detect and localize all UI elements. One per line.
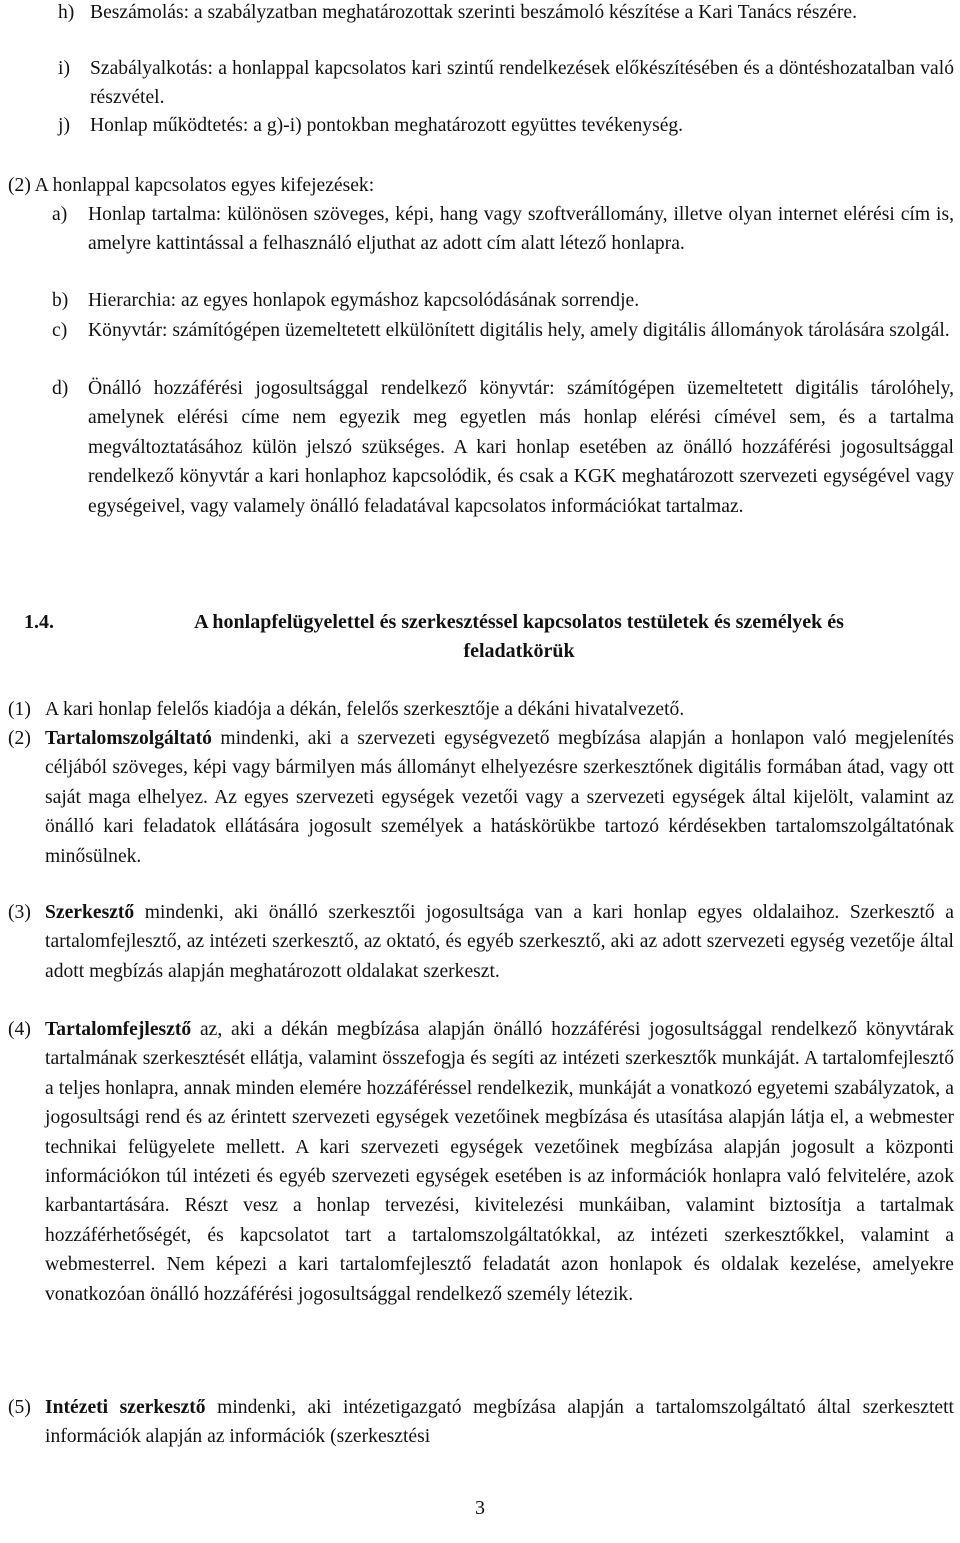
list-item-b [52, 286, 954, 315]
numbered-item-body [45, 695, 954, 724]
numbered-item-label: (5) [8, 1397, 31, 1418]
list-item-text: Honlap működtetés: a g)-i) pontokban meghatározott együttes tevékenység. [90, 115, 684, 136]
numbered-item-5 [8, 1393, 954, 1452]
list-item-text: Önálló hozzáférési jogosultsággal rendelkező könyvtár: számítógépen üzemeltetett digitális tárolóhely, amelynek elérési címe nem egyezik meg egyetlen más honlap elérési címével sem, és a tartalma megváltoztatásához külön jelszó szükséges. A kari honlap esetében az önálló hozzáférési jogosultsággal rendelkező könyvtár a kari honlaphoz kapcsolódik, és csak a KGK meghatározott szervezeti egységével vagy egységeivel, vagy valamely önálló feladatával kapcsolatos információkat tartalmaz. [88, 378, 954, 517]
numbered-item-3 [8, 898, 954, 986]
numbered-item-text: az, aki a dékán megbízása alapján önálló hozzáférési jogosultsággal rendelkező könyvtárak tartalmának szerkesztését ellátja, valamint összefogja és segíti az intézeti szerkesztők munkáját. A tartalomfejlesztő a teljes honlapra, annak minden elemére hozzáféréssel rendelkezik, munkáját a vonatkozó egyetemi szabályzatok, a jogosultsági rend és az érintett szervezeti egységek vezetőinek megbízása és utasítása alapján látja el, a webmester technikai felügyelete mellett. A kari szervezeti egységek vezetőinek megbízása alapján jogosult a központi információkon túl intézeti és egyéb szervezeti egységek esetében is az információk honlapra való felvitelére, azok karbantartására. Részt vesz a honlap tervezési, kivitelezési munkáiban, valamint biztosítja a tartalmak hozzáférhetőségét, és kapcsolatot tart a tartalomszolgáltatókkal, az intézeti szerkesztőkkel, valamint a webmesterrel. Nem képezi a kari tartalomfejlesztő feladatát azon honlapok és oldalak kezelése, amelyekre vonatkozóan önálló hozzáférési jogosultsággal rendelkező személy létezik. [45, 1019, 954, 1305]
section-title-line-1: A honlapfelügyelettel és szerkesztéssel kapcsolatos testületek és személyek és [194, 611, 844, 633]
section-title [104, 608, 934, 666]
list-item-c [52, 316, 954, 345]
numbered-item-1 [8, 695, 954, 724]
numbered-item-text: mindenki, aki a szervezeti egységvezető megbízása alapján a honlapon való megjelenítés céljából szöveges, képi vagy bármilyen más állományt elhelyezésre szerkesztőnek digitális formában átad, vagy ott saját maga elhelyez. Az egyes szervezeti egységek vezetői vagy a szervezeti egységek által kijelölt, valamint az önálló kari feladatok ellátására jogosult személyek a hatáskörükbe tartozó kérdésekben tartalomszolgáltatónak minősülnek. [45, 728, 954, 867]
list-item-label: i) [58, 58, 70, 79]
list-item-label: h) [58, 2, 75, 23]
list-item-label: b) [52, 290, 69, 311]
list-item-text: Beszámolás: a szabályzatban meghatározottak szerinti beszámoló készítése a Kari Tanács részére. [90, 2, 857, 23]
numbered-item-label: (2) [8, 728, 31, 749]
numbered-item-text: A kari honlap felelős kiadója a dékán, felelős szerkesztője a dékáni hivatalvezető. [45, 699, 685, 720]
list-item-label: d) [52, 378, 69, 399]
section-title-line-2: feladatkörük [463, 640, 575, 662]
list-item-d [52, 374, 954, 521]
numbered-item-text: mindenki, aki önálló szerkesztői jogosultsága van a kari honlap egyes oldalaihoz. Szerkesztő a tartalomfejlesztő, az intézeti szerkesztő, az oktató, és egyéb szerkesztő, aki az adott szervezeti egység vezetője által adott megbízás alapján meghatározott oldalakat szerkeszt. [45, 902, 954, 982]
term-bold: Intézeti szerkesztő [45, 1397, 206, 1418]
list-item-a [52, 200, 954, 259]
list-item-text: Szabályalkotás: a honlappal kapcsolatos kari szintű rendelkezések előkészítésében és a döntéshozatalban való részvétel. [90, 58, 954, 109]
list-item-label: a) [52, 204, 68, 225]
numbered-item-body [45, 898, 954, 986]
numbered-item-label: (1) [8, 699, 31, 720]
numbered-item-label: (4) [8, 1019, 31, 1040]
list-item-label: c) [52, 320, 68, 341]
page-number: 3 [475, 1497, 485, 1519]
numbered-item-body [45, 1393, 954, 1452]
list-item-text: Honlap tartalma: különösen szöveges, képi, hang vagy szoftverállomány, illetve olyan internet elérési cím is, amelyre kattintással a felhasználó eljuthat az adott cím alatt létező honlapra. [88, 204, 954, 255]
numbered-item-2 [8, 724, 954, 871]
list-item-label: j) [58, 115, 70, 136]
numbered-item-body [45, 724, 954, 871]
list-item-h [58, 0, 954, 27]
list-item-text: Könyvtár: számítógépen üzemeltetett elkülönített digitális hely, amely digitális állományok tárolására szolgál. [88, 320, 950, 341]
paragraph-intro [8, 171, 908, 200]
term-bold: Szerkesztő [45, 902, 135, 923]
term-bold: Tartalomszolgáltató [45, 728, 212, 749]
numbered-item-body [45, 1015, 954, 1309]
intro-text: (2) A honlappal kapcsolatos egyes kifejezések: [8, 175, 375, 196]
list-item-i [58, 54, 954, 113]
section-number: 1.4. [24, 611, 54, 633]
list-item-j [58, 111, 954, 140]
numbered-item-text: mindenki, aki intézetigazgató megbízása alapján a tartalomszolgáltató által szerkesztett információk alapján az információk (szerkesztési [45, 1397, 954, 1448]
term-bold: Tartalomfejlesztő [45, 1019, 192, 1040]
list-item-text: Hierarchia: az egyes honlapok egymáshoz kapcsolódásának sorrendje. [88, 290, 640, 311]
numbered-item-label: (3) [8, 902, 31, 923]
numbered-item-4 [8, 1015, 954, 1309]
